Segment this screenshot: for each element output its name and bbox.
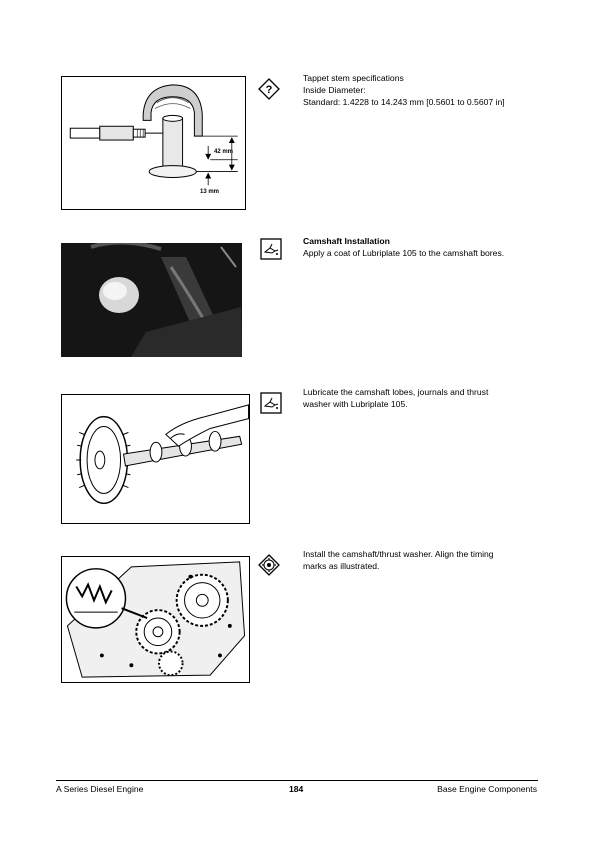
- footer-right: Base Engine Components: [437, 784, 537, 794]
- lubricate-lobes-line-1: Lubricate the camshaft lobes, journals and thrust: [303, 387, 489, 397]
- tappet-measurement-figure: [61, 76, 246, 210]
- camshaft-bore-photo: [61, 237, 242, 357]
- install-thrust-washer-line-2: marks as illustrated.: [303, 561, 380, 571]
- page-number: 184: [289, 784, 304, 794]
- tappet-spec-text: [303, 72, 558, 108]
- lubrication-photo: [61, 237, 242, 357]
- timing-marks-illustration: [62, 557, 249, 682]
- install-thrust-washer-text: [303, 548, 558, 572]
- timing-gears-figure: [61, 556, 250, 683]
- camshaft-hand-illustration: [62, 395, 249, 523]
- question-tool-icon: [258, 78, 280, 100]
- lubricate-lobes-line-2: washer with Lubriplate 105.: [303, 399, 408, 409]
- camshaft-installation-text: [303, 235, 558, 259]
- gear-assembly-icon: [258, 554, 280, 576]
- camshaft-lubrication-figure: [61, 394, 250, 524]
- oil-can-icon: [260, 238, 282, 260]
- tappet-spec-line-1: Tappet stem specifications: [303, 73, 404, 83]
- footer-left: A Series Diesel Engine: [56, 784, 144, 794]
- dimension-label-13mm: 13 mm: [200, 189, 220, 195]
- tappet-spec-line-3: Standard: 1.4228 to 14.243 mm [0.5601 to 0.5607 in]: [303, 97, 505, 107]
- oil-can-icon: [260, 392, 282, 414]
- footer-rule: [56, 780, 538, 781]
- camshaft-installation-line-1: Apply a coat of Lubriplate 105 to the camshaft bores.: [303, 248, 505, 258]
- tappet-spec-line-2: Inside Diameter:: [303, 85, 366, 95]
- lubricate-lobes-text: [303, 386, 558, 410]
- camshaft-installation-heading: Camshaft Installation: [303, 236, 390, 246]
- install-thrust-washer-line-1: Install the camshaft/thrust washer. Align the timing: [303, 549, 494, 559]
- svg-text:?: ?: [265, 84, 273, 96]
- dimension-label-42mm: 42 mm: [214, 149, 234, 155]
